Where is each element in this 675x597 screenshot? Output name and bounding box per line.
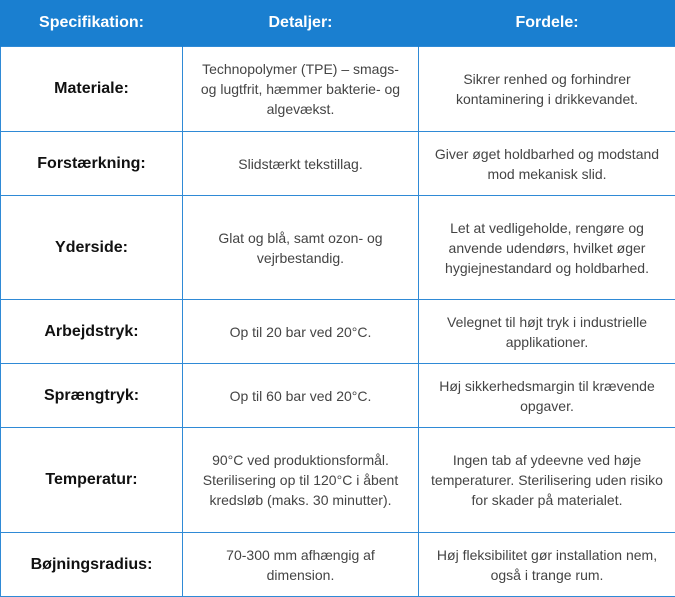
spec-label: Forstærkning: — [1, 132, 183, 196]
header-details: Detaljer: — [183, 0, 419, 47]
details-cell: Slidstærkt tekstillag. — [183, 132, 419, 196]
header-benefits: Fordele: — [419, 0, 675, 47]
details-cell: Glat og blå, samt ozon- og vejrbestandig. — [183, 196, 419, 300]
table-row — [1, 47, 675, 132]
table-row — [1, 533, 675, 597]
benefits-cell: Høj fleksibilitet gør installation nem, også i trange rum. — [419, 533, 675, 597]
spec-label: Arbejdstryk: — [1, 300, 183, 364]
spec-label: Bøjningsradius: — [1, 533, 183, 597]
details-cell: 70-300 mm afhængig af dimension. — [183, 533, 419, 597]
table-row — [1, 364, 675, 428]
details-cell: 90°C ved produktionsformål. Sterilisering op til 120°C i åbent kredsløb (maks. 30 minutter). — [183, 428, 419, 533]
table-header — [1, 0, 675, 47]
benefits-cell: Sikrer renhed og forhindrer kontaminering i drikkevandet. — [419, 47, 675, 132]
benefits-cell: Let at vedligeholde, rengøre og anvende udendørs, hvilket øger hygiejnestandard og holdbarhed. — [419, 196, 675, 300]
table-row — [1, 300, 675, 364]
benefits-cell: Høj sikkerhedsmargin til krævende opgaver. — [419, 364, 675, 428]
details-cell: Technopolymer (TPE) – smags- og lugtfrit, hæmmer bakterie- og algevækst. — [183, 47, 419, 132]
benefits-cell: Velegnet til højt tryk i industrielle applikationer. — [419, 300, 675, 364]
spec-label: Materiale: — [1, 47, 183, 132]
benefits-cell: Ingen tab af ydeevne ved høje temperaturer. Sterilisering uden risiko for skader på materialet. — [419, 428, 675, 533]
details-cell: Op til 60 bar ved 20°C. — [183, 364, 419, 428]
table-body — [1, 47, 675, 597]
table-row — [1, 196, 675, 300]
benefits-cell: Giver øget holdbarhed og modstand mod mekanisk slid. — [419, 132, 675, 196]
table-row — [1, 132, 675, 196]
table-row — [1, 428, 675, 533]
spec-label: Temperatur: — [1, 428, 183, 533]
spec-label: Sprængtryk: — [1, 364, 183, 428]
spec-label: Yderside: — [1, 196, 183, 300]
header-spec: Specifikation: — [1, 0, 183, 47]
details-cell: Op til 20 bar ved 20°C. — [183, 300, 419, 364]
header-row — [1, 0, 675, 47]
